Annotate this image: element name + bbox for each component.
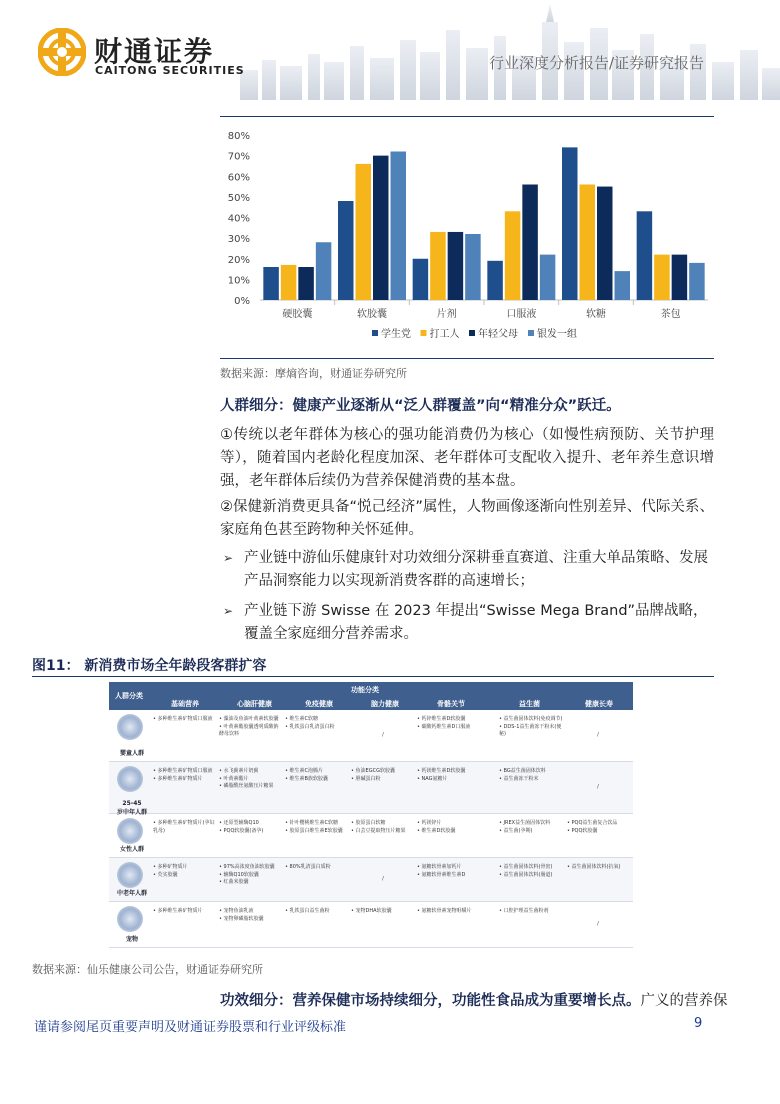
table-col-header: 心脑肝健康 [237,700,272,708]
table-source: 数据来源：仙乐健康公司公告，财通证券研究所 [32,963,263,976]
bar-年轻父母 [373,156,389,300]
paragraph-new-consumption: ②保健新消费更具备“悦己经济”属性，人物画像逐渐向性别差异、代际关系、家庭角色甚至跨物种关怀延伸。 [220,499,714,538]
bar-学生党 [562,147,578,300]
table-corner-header: 人群分类 [115,692,143,700]
x-tick-label: 口服液 [506,309,537,320]
chart-top-rule [220,116,714,117]
chart-bottom-rule [220,358,714,359]
table-cell: • 口腔护理益生菌粉剂 [499,908,549,914]
table-col-header: 免疫健康 [305,700,333,708]
table-cell: • JREX益生菌固体饮料 • 益生菌(孕期) [499,820,551,834]
efficacy-text: 广义的营养保 [640,993,728,1009]
chart-source: 数据来源：摩熵咨询，财通证券研究所 [220,367,407,380]
table-cell: • 宠物DHA软胶囊 [351,908,392,914]
x-tick-label: 软胶囊 [357,309,387,320]
segment-image-icon [117,714,143,740]
segment-label: 宠物 [125,936,138,943]
table-cell: • 胶原蛋白软糖 • 白芸豆提取物压片糖果 [351,820,406,834]
bar-银发一组 [689,263,705,300]
brand-name-en: CAITONG SECURITIES [95,64,245,77]
table-cell: • 钙镁锌片 • 维生素D软胶囊 [417,820,456,834]
y-tick-label: 60% [227,172,250,184]
y-tick-label: 50% [227,192,250,204]
y-tick-label: 30% [227,234,250,246]
legend-swatch [469,330,475,336]
bullet-item [220,600,714,646]
figure-title: 图11： 新消费市场全年龄段客群扩容 [32,658,267,674]
segment-function-table [109,682,633,948]
table-cell: • 藻油及鱼油叶黄素软胶囊 • 叶黄素酯胶囊透明质酸钠酵母饮料 [219,716,279,737]
x-tick-label: 茶包 [660,309,681,320]
table-cell: / [597,784,599,790]
bar-年轻父母 [298,267,314,300]
y-tick-label: 10% [227,275,250,287]
bar-打工人 [580,185,596,301]
paragraph-traditional: ①传统以老年群体为核心的强功能消费仍为核心（如慢性病预防、关节护理等），随着国内老龄化程度加深、老年群体可支配收入提升、老年养生意识增强，老年群体后续仍为营养保健消费的基本盘。 [220,427,714,489]
report-type: 行业深度分析报告/证券研究报告 [488,54,704,72]
table-cell: • 多种维生素矿物质口服液 • 多种维生素矿物质片 [153,768,213,782]
bar-银发一组 [615,271,631,300]
bar-学生党 [338,201,354,300]
segment-label: 中老年人群 [116,890,147,897]
table-cell: • 97%高浓度鱼油软胶囊 • 辅酶Q10软胶囊 • 红曲米胶囊 [219,864,275,885]
efficacy-heading: 功效细分：营养保健市场持续细分，功能性食品成为重要增长点。 [220,993,641,1009]
table-cell: • 水飞蓟素片奶蓟 • 叶黄素酯片 • 磷脂酰丝氨酸压片糖果 [219,768,274,789]
table-cell: • 益生菌固体饮料(骨密) • 益生菌固体饮料(肠道) [499,864,553,878]
table-cell: • PQQ益生菌复合饮品 • PQQ软胶囊 [567,820,618,834]
table-header [109,682,633,710]
segment-image-icon [117,818,143,844]
segment-image-icon [117,906,143,932]
bar-chart [220,118,713,358]
segment-label: 25-45 岁中年人群 [116,800,147,816]
table-cell: • 还原型辅酶Q10 • PQQ软胶囊(备孕) [219,820,264,834]
table-col-header: 骨骼关节 [437,700,465,708]
table-cell: • 钙镁维生素D软胶囊 • NAG氨糖片 [417,768,466,782]
segment-label: 女性人群 [119,846,144,853]
x-tick-label: 片剂 [436,309,457,320]
table-col-header: 益生菌 [519,700,540,708]
table-cell: • 鱼油EGCG软胶囊 • 胆碱蛋白粉 [351,768,395,782]
table-cell: • 维生素C泡腾片 • 维生素B族软胶囊 [285,768,328,782]
table-cell: • 益生菌固体饮料(抗氧) [567,864,621,870]
table-cell: / [597,732,599,738]
bar-银发一组 [316,242,332,300]
bar-年轻父母 [448,232,464,300]
bar-银发一组 [391,152,407,301]
table-cell: • 氨糖软骨素加钙片 • 氨糖软骨素维生素D [417,864,466,878]
legend-label: 学生党 [381,329,411,340]
table-cell: • 多种维生素矿物质片 [153,908,203,914]
table-cell: • 80%乳清蛋白质粉 [285,864,331,870]
table-cell: • BG益生菌固体饮料 • 益生菌冻干粉末 [499,768,546,782]
legend-label: 年轻父母 [478,329,518,340]
table-col-header: 脑力健康 [371,700,399,708]
table-cell: • 益生菌固体饮料(免疫调节) • DDS-1益生菌冻干粉末(便秘) [499,716,563,737]
bar-银发一组 [465,234,481,300]
table-row [109,814,633,858]
table-group-header: 功能分类 [351,686,379,694]
page-header [0,0,780,108]
x-tick-label: 软糖 [586,309,606,320]
bar-学生党 [263,267,279,300]
table-col-header: 健康长寿 [585,700,613,708]
bar-打工人 [430,232,446,300]
table-cell: • 宠物鱼油乳液 • 宠物卵磷脂软胶囊 [219,908,264,922]
segment-image-icon [117,862,143,888]
legend-swatch [528,330,534,336]
table-col-header: 基础营养 [171,700,199,708]
legend-swatch [372,330,378,336]
bar-打工人 [505,211,521,300]
segment-label: 婴童人群 [119,750,144,757]
table-cell: • 钙锌维生素D软胶囊 • 碳酸钙维生素D口服液 [417,716,471,730]
table-cell: • 多种维生素矿物质片(孕妇乳母) [153,820,215,834]
table-row [109,858,633,902]
y-tick-label: 70% [227,151,250,163]
bar-年轻父母 [672,255,688,300]
table-cell: • 多种维生素矿物质口服液 [153,716,213,722]
bar-年轻父母 [522,185,538,301]
table-cell: / [382,732,384,738]
y-tick-label: 20% [227,254,250,266]
segment-image-icon [117,766,143,792]
table-cell: • 乳铁蛋白益生菌粉 [285,908,330,914]
table-cell: • 氨糖软骨素宠物咀嚼片 [417,908,472,914]
table-row [109,762,633,814]
bar-chart-svg [220,118,713,358]
footer-disclaimer: 谨请参阅尾页重要声明及财通证券股票和行业评级标准 [34,1020,347,1035]
bar-年轻父母 [597,187,613,300]
legend-swatch [421,330,427,336]
city-skyline-image [220,0,780,100]
legend-label: 银发一组 [537,329,577,340]
arrow-bullet-icon: ➢ [223,604,234,618]
y-tick-label: 40% [227,213,250,225]
bullet-text: 产业链下游 Swisse 在 2023 年提出“Swisse Mega Brand”品牌战略，覆盖全家庭细分营养需求。 [244,603,708,642]
bar-学生党 [487,261,503,300]
arrow-bullet-icon: ➢ [223,551,234,565]
table-cell: • 维生素C软糖 • 乳铁蛋白乳清蛋白粉 [285,716,335,730]
bar-打工人 [281,265,296,300]
table-cell: • 针叶樱桃维生素C软糖 • 胶原蛋白维生素E软胶囊 [285,820,343,834]
bar-学生党 [413,259,429,300]
bullet-item [220,547,714,593]
bar-打工人 [654,255,670,300]
table-cell: / [597,921,599,927]
bullet-text: 产业链中游仙乐健康针对功效细分深耕垂直赛道、注重大单品策略、发展产品洞察能力以实现新消费客群的高速增长； [244,550,708,589]
figure-title-rule [32,676,714,677]
brand-name-cn: 财通证券 [94,35,215,68]
bar-银发一组 [540,255,556,300]
page-number: 9 [694,1016,703,1031]
legend-label: 打工人 [429,329,460,340]
table-row [109,902,633,948]
bar-学生党 [637,211,653,300]
caitong-logo-icon [38,28,86,76]
x-tick-label: 硬胶囊 [282,309,313,320]
paragraph-efficacy [220,990,728,1013]
y-tick-label: 0% [234,296,250,307]
section-heading-segmentation: 人群细分：健康产业逐渐从“泛人群覆盖”向“精准分众”跃迁。 [220,398,621,414]
bar-打工人 [356,164,372,300]
table-cell: / [382,876,384,882]
table-cell: • 多种矿物质片 • 芡实胶囊 [153,864,188,878]
table-row [109,710,633,762]
y-tick-label: 80% [227,131,250,142]
